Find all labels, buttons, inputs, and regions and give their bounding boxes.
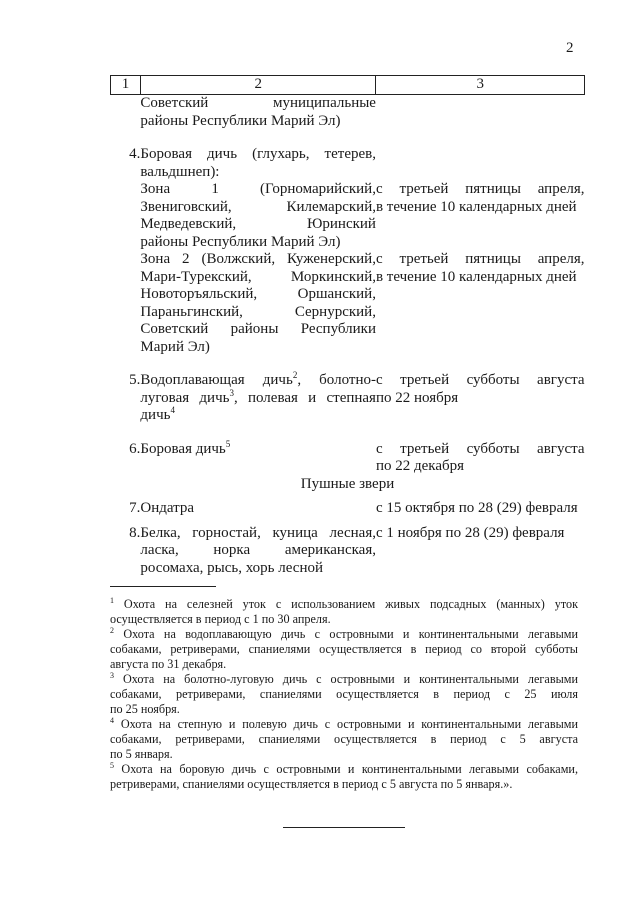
- row5-date-line-2: по 22 ноября: [375, 389, 459, 406]
- zone2-line-3: Новоторъяльский, Оршанский,: [140, 286, 376, 302]
- zone2-line-5: Советский районы Республики: [140, 321, 376, 337]
- row5-line-2: луговая дичь$^3$, полевая и степная: [140, 387, 376, 406]
- end-separator: [283, 827, 405, 828]
- row8-line-2: ласка, норка американская,: [140, 542, 376, 558]
- table-row-4-zone2: [111, 251, 585, 356]
- row7-date: с 15 октября по 28 (29) февраля: [375, 500, 578, 516]
- row5-line-1: Водоплавающая дичь$^2$, болотно-: [140, 370, 376, 388]
- zone1-line-1: Зона 1 (Горномарийский,: [140, 181, 376, 197]
- zone1-date-line-1: с третьей пятницы апреля,: [375, 181, 585, 197]
- section-heading-fur: [111, 476, 585, 494]
- header-col-2: 2: [140, 76, 376, 95]
- footnote-3: $^3$ Охота на болотно-луговую дичь с островными и континентальными легавыми собаками, ретриверами, спаниелями осуществляется в период с 25 июля по 25 ноября.: [110, 670, 579, 716]
- row8-line-1: Белка, горностай, куница лесная,: [140, 524, 376, 541]
- table-header-row: [111, 76, 585, 95]
- header-col-3: 3: [376, 76, 585, 95]
- section-title: Пушные звери: [300, 475, 395, 492]
- footnote-mark: 5: [110, 760, 114, 770]
- table-row-4-title: [111, 146, 585, 181]
- row-number: 4.: [129, 146, 141, 162]
- row5-line-3: дичь$^4$: [140, 405, 175, 423]
- row7-name: Ондатра: [140, 500, 195, 516]
- row-number: 7.: [129, 500, 141, 516]
- zone1-date-line-2: в течение 10 календарных дней: [375, 198, 577, 215]
- row-number: 6.: [129, 440, 141, 457]
- zone2-date-line-2: в течение 10 календарных дней: [375, 268, 577, 285]
- footnote-separator: [110, 586, 216, 587]
- zone2-line-4: Параньгинский, Сернурский,: [140, 303, 376, 320]
- footnote-5: $^5$ Охота на боровую дичь с островными и континентальными легавыми собаками, ретриверами, спаниелями осуществляется в период с 5 августа по 5 января.».: [110, 760, 579, 791]
- row-number: 8.: [129, 524, 141, 541]
- row4-title-line-1: Боровая дичь (глухарь, тетерев,: [140, 146, 376, 162]
- footnote-mark: 1: [110, 595, 114, 605]
- hunting-seasons-table: [110, 75, 585, 577]
- footnote-mark: 4: [110, 715, 114, 725]
- zone2-line-6: Марий Эл): [140, 338, 210, 355]
- row-number: 5.: [129, 372, 141, 388]
- table-row-6: [111, 441, 585, 476]
- header-col-1: 1: [111, 76, 141, 95]
- page-number: 2: [566, 40, 574, 56]
- footnote-mark: 3: [110, 670, 114, 680]
- continuation-line-1: Советский муниципальные: [140, 95, 376, 111]
- table-row-7: [111, 500, 585, 518]
- table-row-4-zone1: [111, 181, 585, 251]
- row8-date: с 1 ноября по 28 (29) февраля: [375, 524, 565, 541]
- row6-date-line-2: по 22 декабря: [375, 458, 465, 474]
- zone2-line-1: Зона 2 (Волжский, Куженерский,: [140, 251, 376, 267]
- footnotes: [110, 597, 578, 792]
- footnote-4: $^4$ Охота на степную и полевую дичь с островными и континентальными легавыми собаками, ретриверами, спаниелями осуществляется в период с 5 августа по 5 января.: [110, 715, 578, 761]
- zone2-line-2: Мари-Турекский, Моркинский,: [140, 268, 376, 285]
- row5-date-line-1: с третьей субботы августа: [375, 372, 585, 388]
- row8-line-3: росомаха, рысь, хорь лесной: [140, 559, 323, 576]
- zone2-date-line-1: с третьей пятницы апреля,: [375, 251, 585, 267]
- zone1-line-3: Медведевский, Юринский: [140, 216, 376, 232]
- row6-date-line-1: с третьей субботы августа: [375, 440, 585, 457]
- footnote-1: $^1$ Охота на селезней уток с использованием живых подсадных (манных) уток осуществляется в период с 1 по 30 апреля.: [110, 595, 578, 626]
- footnote-2: $^2$ Охота на водоплавающую дичь с островными и континентальными легавыми собаками, ретриверами, спаниелями осуществляется в период со второй субботы августа по 31 декабря.: [110, 625, 579, 671]
- row4-title-line-2: вальдшнеп):: [140, 163, 220, 180]
- continuation-line-2: районы Республики Марий Эл): [140, 112, 341, 129]
- row6-name: Боровая дичь$^5$: [140, 438, 231, 457]
- zone1-line-4: районы Республики Марий Эл): [140, 233, 341, 250]
- footnote-mark: 2: [110, 625, 114, 635]
- table-row-5: [111, 372, 585, 425]
- zone1-line-2: Звениговский, Килемарский,: [140, 198, 376, 215]
- table-row-continuation: [111, 95, 585, 131]
- table-row-8: [111, 525, 585, 578]
